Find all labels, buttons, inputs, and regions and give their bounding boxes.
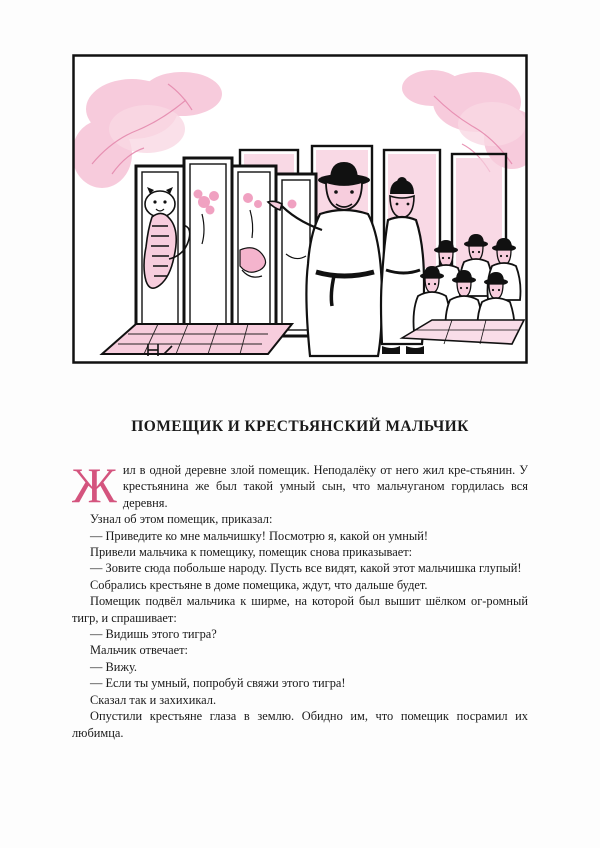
paragraph: — Видишь этого тигра? (90, 627, 217, 642)
story-illustration (72, 54, 528, 364)
paragraph: Мальчик отвечает: (90, 643, 188, 658)
paragraph: Узнал об этом помещик, приказал: (90, 512, 273, 527)
paragraph: — Вижу. (90, 659, 137, 674)
story-body (72, 462, 528, 741)
drop-cap: Ж (72, 462, 117, 512)
paragraph: — Приведите ко мне мальчишку! Посмотрю я, какой он умный! (90, 528, 428, 543)
paragraph: ил в одной деревне злой помещик. Неподалёку от него жил кре-стьянин. У крестьянина же был такой умный сын, что мальчуганом гордилась вся деревня. (122, 463, 528, 510)
paragraph: Собрались крестьяне в доме помещика, ждут, что дальше будет. (90, 577, 428, 592)
paragraph: Привели мальчика к помещику, помещик снова приказывает: (90, 545, 413, 560)
story-title: ПОМЕЩИК И КРЕСТЬЯНСКИЙ МАЛЬЧИК (131, 418, 469, 435)
paragraph: Сказал так и захихикал. (90, 692, 217, 707)
paragraph: Помещик подвёл мальчика к ширме, на которой был вышит шёлком ог-ромный тигр, и спрашивает: (72, 594, 528, 625)
paragraph: — Если ты умный, попробуй свяжи этого тигра! (90, 676, 346, 691)
paragraph: — Зовите сюда побольше народу. Пусть все видят, какой этот мальчишка глупый! (90, 561, 522, 576)
paragraph: Опустили крестьяне глаза в землю. Обидно им, что помещик посрамил их любимца. (72, 709, 528, 740)
first-paragraph-block (72, 462, 528, 511)
